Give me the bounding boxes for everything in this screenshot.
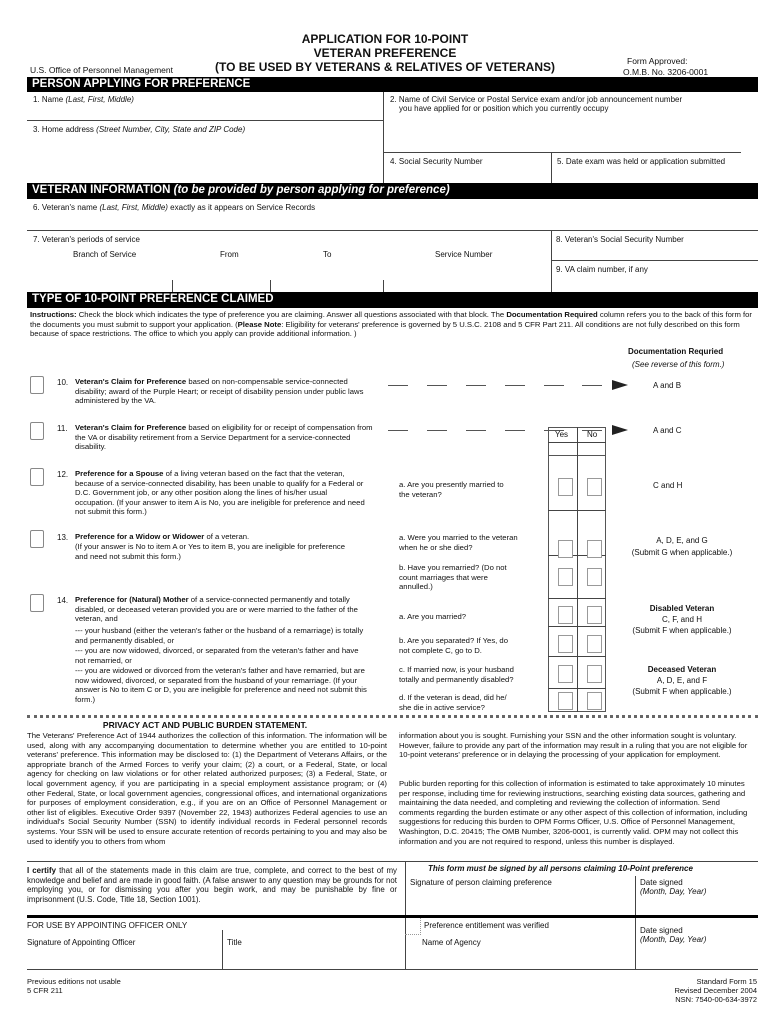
item-12-number: 12. — [57, 470, 69, 479]
item-11-number: 11. — [57, 424, 68, 433]
field-6-label: 6. Veteran's name (Last, First, Middle) exactly as it appears on Service Records — [33, 203, 316, 212]
omb-number: O.M.B. No. 3206-0001 — [623, 67, 709, 77]
form-title: APPLICATION FOR 10-POINT — [301, 32, 469, 46]
officer-section-title: FOR USE BY APPOINTING OFFICER ONLY — [27, 921, 188, 930]
yes-label: Yes — [555, 430, 569, 439]
item-12-question-a: a. Are you presently married to the veteran? — [399, 480, 504, 499]
deceased-veteran-title: Deceased Veteran — [647, 665, 717, 674]
item-13-checkbox[interactable] — [30, 530, 44, 548]
footer-standard-form: Standard Form 15 — [696, 977, 757, 986]
disabled-veteran-doc: C, F, and H — [661, 615, 702, 624]
must-sign-note: This form must be signed by all persons claiming 10-Point preference — [428, 864, 693, 873]
col-service-number: Service Number — [435, 250, 493, 259]
section-header-type: TYPE OF 10-POINT PREFERENCE CLAIMED — [27, 292, 758, 308]
field-2-label: 2. Name of Civil Service or Postal Service exam and/or job announcement number — [390, 95, 683, 104]
disabled-veteran-note: (Submit F when applicable.) — [632, 626, 732, 635]
verified-label: Preference entitlement was verified — [424, 921, 549, 930]
field-2-label-cont: you have applied for or position which you currently occupy — [399, 104, 609, 113]
item-11-checkbox[interactable] — [30, 422, 44, 440]
privacy-right-text-1: information about you is sought. Furnishing your SSN and the other information sought is voluntary. However, failure to provide any part of the information may result in a ruling that you are not eligible for 10-point veterans' preference or in delaying the processing of your application for employment. — [399, 731, 748, 760]
item-13b-no[interactable] — [587, 568, 602, 586]
item-14a-yes[interactable] — [558, 606, 573, 624]
form-title-line2: VETERAN PREFERENCE — [313, 46, 457, 60]
date-signed-hint: (Month, Day, Year) — [640, 887, 707, 896]
field-3-label: 3. Home address (Street Number, City, State and ZIP Code) — [33, 125, 246, 134]
thick-divider — [27, 915, 758, 918]
field-8-label: 8. Veteran's Social Security Number — [556, 235, 684, 244]
doc-required-sub: (See reverse of this form.) — [632, 360, 725, 369]
item-10-checkbox[interactable] — [30, 376, 44, 394]
col-to: To — [323, 250, 332, 259]
section-header-person: PERSON APPLYING FOR PREFERENCE — [27, 77, 758, 92]
section-header-veteran: VETERAN INFORMATION (to be provided by person applying for preference) — [27, 183, 758, 199]
item-13-number: 13. — [57, 533, 69, 542]
agency-label: Name of Agency — [422, 938, 481, 947]
arrow-icon — [612, 380, 628, 390]
exam-input[interactable] — [386, 115, 756, 150]
item-14-checkbox[interactable] — [30, 594, 44, 612]
field-4-label: 4. Social Security Number — [390, 157, 483, 166]
item-12a-yes[interactable] — [558, 478, 573, 496]
certify-text: I certify that all of the statements made in this claim are true, complete, and correct to the best of my knowledge and belief and are made in good faith. (A false answer to any question may be grounds for not employing you, or for dismissing you after you begin work, and may be punishable by fine or imprisonment (U.S. Code, Title 18, Section 1001). — [27, 866, 397, 904]
officer-signature-label: Signature of Appointing Officer — [27, 938, 136, 947]
privacy-left-text: The Veterans' Preference Act of 1944 authorizes the collection of this information. The information will be used, along with any accompanying documentation to determine whether you are entitled to 10-point veterans' preference. This information may be disclosed to: (1) the Department of Veterans Affairs, or the appropriate branch of the Armed Forces to verify your claim; (2) a court, or a Federal, State, or local agency for checking on law violations or for other related authorized purposes; (3) a Federal, State, or local government agency, if you are participating in a special employment assistance program; or (4) other Federal, State, or local government agencies, congressional offices, and international organizations for purposes of employment consideration, e.g., if you are on an Office of Personnel Management or other list of eligibles. Executive Order 9397 (November 22, 1943) authorizes Federal agencies to use an individual's Social Security Number (SSN) to identify individual records in Federal personnel records systems. Your SSN will be used to ensure accurate retention of records pertaining to you and may also be used to identify you to others from whom — [27, 731, 387, 846]
field-9-label: 9. VA claim number, if any — [556, 265, 648, 274]
item-13-note: (If your answer is No to item A or Yes to item B, you are ineligible for preference and need not submit this form.) — [75, 542, 346, 561]
item-14a-no[interactable] — [587, 606, 602, 624]
item-13a-no[interactable] — [587, 540, 602, 558]
no-label: No — [587, 430, 598, 439]
agency-name: U.S. Office of Personnel Management — [30, 65, 174, 75]
item-10-number: 10. — [57, 378, 69, 387]
officer-date-label: Date signed — [640, 926, 683, 935]
disabled-veteran-title: Disabled Veteran — [649, 604, 715, 613]
section-divider — [27, 715, 758, 718]
col-from: From — [220, 250, 239, 259]
item-12-checkbox[interactable] — [30, 468, 44, 486]
form-subtitle: (TO BE USED BY VETERANS & RELATIVES OF VETERANS) — [214, 60, 556, 74]
name-input[interactable] — [30, 105, 380, 119]
item-10-doc: A and B — [653, 381, 682, 390]
footer-nsn: NSN: 7540-00-634-3972 — [675, 995, 757, 1004]
privacy-title: PRIVACY ACT AND PUBLIC BURDEN STATEMENT. — [102, 720, 308, 730]
instructions: Instructions: Check the block which indicates the type of preference you are claiming. Answer all questions associated with that block. The Documentation Required column refers you to the back of this form for the documents you must submit to support your application. (Please Note: Eligibility for veterans' preference is governed by 5 U.S.C. 2108 and 5 CFR Part 211. All conditions are not fully described on this form because of space restrictions. The office to which you apply can provide additional information. ) — [30, 310, 752, 339]
date-signed-label: Date signed — [640, 878, 683, 887]
field-7-label: 7. Veteran's periods of service — [33, 235, 140, 244]
item-13-doc-note: (Submit G when applicable.) — [631, 548, 733, 557]
officer-title-label: Title — [227, 938, 242, 947]
item-12-text: Preference for a Spouse of a living veteran based on the fact that the veteran, because of a service-connected disability, has been unable to qualify for a Federal or D.C. Government job, or any other position along the lines of his/her usual occupation. (If your answer to item A is No, you are ineligible for preference and need not submit this form.) — [75, 469, 365, 517]
item-13-doc: A, D, E, and G — [656, 536, 708, 545]
footer-revised: Revised December 2004 — [674, 986, 757, 995]
col-branch: Branch of Service — [73, 250, 137, 259]
ssn-input[interactable] — [386, 168, 548, 182]
deceased-veteran-note: (Submit F when applicable.) — [632, 687, 732, 696]
form-approved: Form Approved: — [627, 56, 688, 66]
item-12a-no[interactable] — [587, 478, 602, 496]
item-14-question-c: c. If married now, is your husband totally and permanently disabled? — [399, 665, 514, 684]
item-14-number: 14. — [57, 596, 69, 605]
date-exam-input[interactable] — [554, 168, 754, 182]
item-14-text: Preference for (Natural) Mother of a service-connected permanently and totally disabled, or deceased veteran provided you are or were married to the father of the veteran, and — [75, 595, 358, 624]
doc-required-header: Documentation Requried — [628, 347, 724, 356]
verified-checkbox[interactable] — [405, 918, 421, 935]
privacy-right-text-2: Public burden reporting for this collection of information is estimated to take approximately 10 minutes per response, including time for reviewing instructions, searching existing data sources, gathering and maintaining the data needed, and completing and reviewing the collection of information. Send comments regarding the burden estimate or any other aspect of this collection of information, including suggestions for reducing this burden to OPM Forms Officer, U.S. Office of Personnel Management, Washington, D.C. 20415; The OMB Number, 3206-0001, is currently valid. OPM may not collect this information and you are not required to respond, unless this number is displayed. — [399, 779, 748, 846]
footer-previous-editions: Previous editions not usable — [27, 977, 121, 986]
item-14d-yes[interactable] — [558, 692, 573, 710]
item-13b-yes[interactable] — [558, 568, 573, 586]
signature-claimant-label: Signature of person claiming preference — [410, 878, 552, 887]
item-14-question-b: b. Are you separated? If Yes, do not complete C, go to D. — [399, 636, 508, 655]
item-13a-yes[interactable] — [558, 540, 573, 558]
item-13-question-a: a. Were you married to the veteran when he or she died? — [399, 533, 518, 552]
item-13-text: Preference for a Widow or Widower of a veteran. — [75, 532, 250, 541]
field-5-label: 5. Date exam was held or application submitted — [557, 157, 726, 166]
date-signed-claimant-field[interactable] — [640, 897, 755, 914]
item-12-doc: C and H — [653, 481, 683, 490]
signature-claimant-field[interactable] — [410, 890, 630, 914]
item-11-doc: A and C — [653, 426, 682, 435]
address-input[interactable] — [30, 136, 380, 181]
item-14-condition-2: --- you are now widowed, divorced, or separated from the veteran's father and have not remarried, or — [75, 646, 359, 665]
item-14c-no[interactable] — [587, 665, 602, 683]
veteran-name-input[interactable] — [30, 213, 750, 229]
item-14-condition-1: --- your husband (either the veteran's father or the husband of a remarriage) is totally and permanently disabled, or — [75, 626, 364, 645]
item-14b-no[interactable] — [587, 635, 602, 653]
officer-date-hint: (Month, Day, Year) — [640, 935, 707, 944]
deceased-veteran-doc: A, D, E, and F — [656, 676, 708, 685]
item-14-question-d: d. If the veteran is dead, did he/ she die in active service? — [399, 693, 507, 712]
item-14c-yes[interactable] — [558, 665, 573, 683]
item-14b-yes[interactable] — [558, 635, 573, 653]
footer-cfr: 5 CFR 211 — [27, 986, 63, 995]
arrow-icon — [612, 425, 628, 435]
item-14-question-a: a. Are you married? — [399, 612, 467, 621]
item-11-text: Veteran's Claim for Preference based on eligibility for or receipt of compensation from the VA or disability retirement from a Service Department for a service-connected disability. — [75, 423, 373, 452]
item-14d-no[interactable] — [587, 692, 602, 710]
item-14-condition-3: --- you are widowed or divorced from the veteran's father and have remarried, but are now widowed, divorced, or separated from the husband of your remarriage. (If your answer is No to item C or D, you are ineligible for preference and need not submit this form.) — [75, 666, 367, 704]
item-13-question-b: b. Have you remarried? (Do not count marriages that were annulled.) — [399, 563, 507, 592]
item-10-text: Veteran's Claim for Preference based on non-compensable service-connected disability; award of the Purple Heart; or receipt of disability pension under public laws administered by the VA. — [75, 377, 364, 406]
field-1-label: 1. Name (Last, First, Middle) — [33, 95, 134, 104]
